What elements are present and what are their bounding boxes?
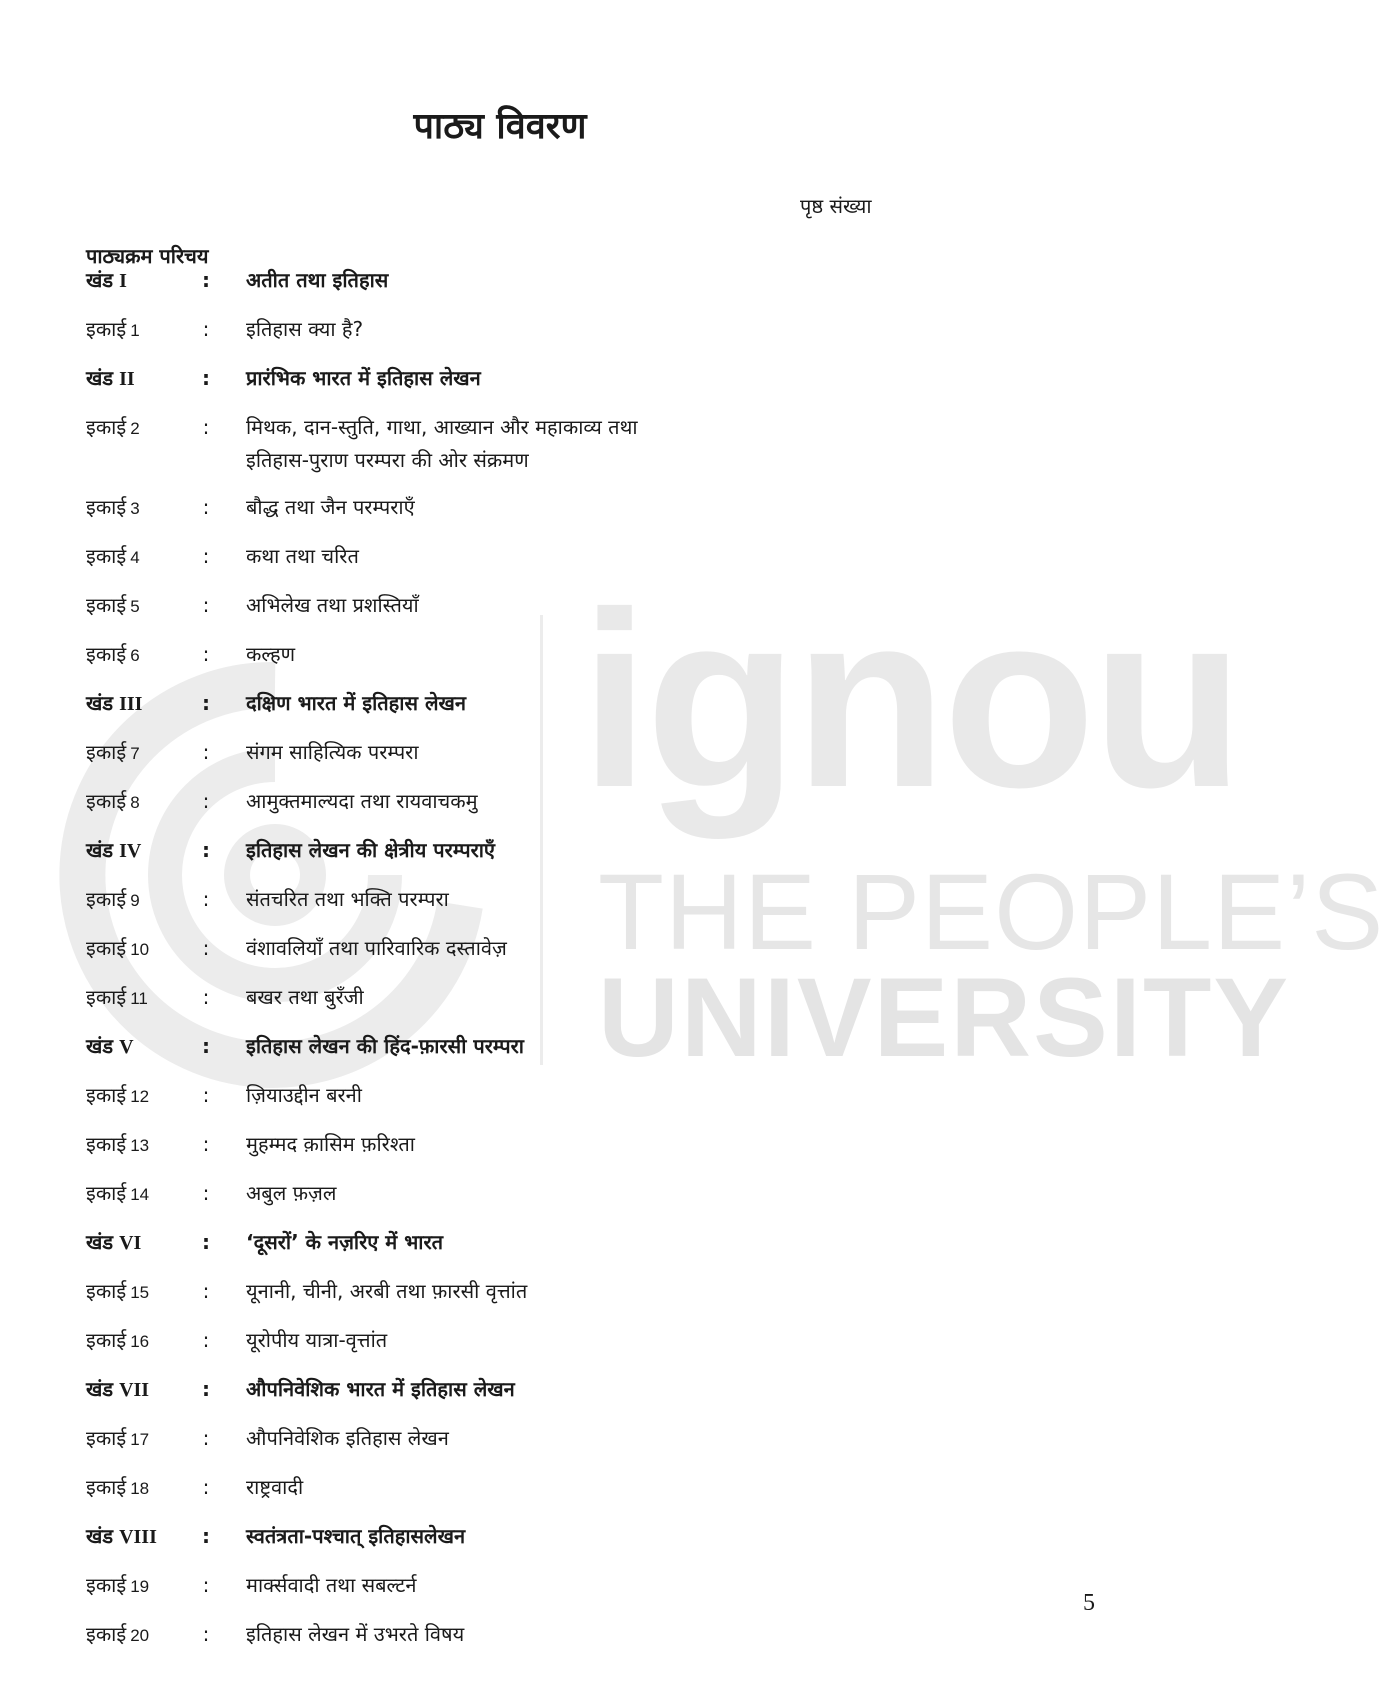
label-number: 9 — [130, 891, 140, 910]
unit-title — [246, 313, 846, 346]
label-number: VII — [119, 1379, 150, 1401]
title-line: अतीत तथा इतिहास — [246, 268, 389, 292]
unit-title — [246, 736, 846, 769]
label-number: 16 — [130, 1332, 150, 1351]
label-prefix: इकाई — [86, 593, 127, 617]
unit-label — [86, 1422, 196, 1456]
label-prefix: खंड — [86, 268, 114, 292]
watermark-line2: UNIVERSITY — [598, 955, 1291, 1080]
title-line: दक्षिण भारत में इतिहास लेखन — [246, 691, 466, 715]
block-title — [246, 1030, 846, 1063]
title-line: मिथक, दान-स्तुति, गाथा, आख्यान और महाकाव्य तथा — [246, 415, 638, 439]
unit-label — [86, 411, 196, 445]
unit-label — [86, 981, 196, 1015]
label-number: 12 — [130, 1087, 150, 1106]
unit-title — [246, 411, 846, 477]
separator-colon: : — [202, 1475, 210, 1499]
label-number: VIII — [119, 1526, 157, 1548]
separator-colon: : — [202, 936, 210, 960]
block-label — [86, 687, 196, 721]
separator-colon: : — [202, 1230, 210, 1254]
label-number: 3 — [130, 499, 140, 518]
separator-colon: : — [202, 366, 210, 390]
label-number: III — [119, 693, 143, 715]
unit-label — [86, 1618, 196, 1652]
title-line: वंशावलियाँ तथा पारिवारिक दस्तावेज़ — [246, 936, 507, 960]
unit-label — [86, 313, 196, 347]
unit-label — [86, 1275, 196, 1309]
label-prefix: इकाई — [86, 1475, 127, 1499]
title-line: अभिलेख तथा प्रशस्तियाँ — [246, 593, 419, 617]
separator-colon: : — [202, 268, 210, 292]
label-number: VI — [119, 1232, 142, 1254]
unit-title — [246, 1618, 846, 1651]
label-prefix: इकाई — [86, 1181, 127, 1205]
block-title — [246, 1520, 846, 1553]
separator-colon: : — [202, 495, 210, 519]
label-number: 14 — [130, 1185, 150, 1204]
title-line: इतिहास लेखन की हिंद-फ़ारसी परम्परा — [246, 1034, 524, 1058]
title-line: मार्क्सवादी तथा सबल्टर्न — [246, 1573, 417, 1597]
label-number: 7 — [130, 744, 140, 763]
separator-colon: : — [202, 1279, 210, 1303]
separator-colon: : — [202, 1377, 210, 1401]
label-prefix: खंड — [86, 691, 114, 715]
block-label — [86, 834, 196, 868]
page-number: 5 — [1083, 1590, 1095, 1616]
separator-colon: : — [202, 642, 210, 666]
unit-label — [86, 932, 196, 966]
block-title — [246, 1226, 846, 1259]
page-number-column-label: पृष्ठ संख्या — [800, 194, 872, 218]
block-label — [86, 362, 196, 396]
block-label — [86, 1226, 196, 1260]
block-title — [246, 834, 846, 867]
title-line: मुहम्मद क़ासिम फ़रिश्ता — [246, 1132, 415, 1156]
separator-colon: : — [202, 740, 210, 764]
title-line: प्रारंभिक भारत में इतिहास लेखन — [246, 366, 481, 390]
unit-title — [246, 491, 846, 524]
unit-title — [246, 638, 846, 671]
unit-label — [86, 638, 196, 672]
title-line: औपनिवेशिक भारत में इतिहास लेखन — [246, 1377, 515, 1401]
unit-title — [246, 589, 846, 622]
label-prefix: खंड — [86, 838, 114, 862]
label-prefix: खंड — [86, 1524, 114, 1548]
label-prefix: इकाई — [86, 1573, 127, 1597]
separator-colon: : — [202, 1524, 210, 1548]
label-prefix: खंड — [86, 1230, 114, 1254]
unit-title — [246, 1128, 846, 1161]
separator-colon: : — [202, 1426, 210, 1450]
label-prefix: इकाई — [86, 1132, 127, 1156]
block-title — [246, 687, 846, 720]
course-introduction-heading: पाठ्यक्रम परिचय — [86, 244, 209, 268]
block-title — [246, 362, 846, 395]
label-prefix: इकाई — [86, 985, 127, 1009]
unit-title — [246, 883, 846, 916]
label-number: I — [119, 270, 127, 292]
label-prefix: इकाई — [86, 415, 127, 439]
label-number: II — [119, 368, 135, 390]
separator-colon: : — [202, 1573, 210, 1597]
separator-colon: : — [202, 691, 210, 715]
unit-label — [86, 1569, 196, 1603]
label-number: V — [119, 1036, 134, 1058]
separator-colon: : — [202, 985, 210, 1009]
label-prefix: इकाई — [86, 495, 127, 519]
unit-title — [246, 1422, 846, 1455]
separator-colon: : — [202, 838, 210, 862]
label-prefix: खंड — [86, 366, 114, 390]
title-line: कल्हण — [246, 642, 296, 666]
title-line: इतिहास क्या है? — [246, 317, 364, 341]
label-prefix: इकाई — [86, 317, 127, 341]
block-label — [86, 1030, 196, 1064]
unit-label — [86, 491, 196, 525]
title-line: औपनिवेशिक इतिहास लेखन — [246, 1426, 449, 1450]
label-number: 11 — [130, 989, 148, 1008]
unit-title — [246, 1324, 846, 1357]
label-number: 19 — [130, 1577, 150, 1596]
unit-title — [246, 540, 846, 573]
title-line: राष्ट्रवादी — [246, 1475, 304, 1499]
separator-colon: : — [202, 789, 210, 813]
separator-colon: : — [202, 1181, 210, 1205]
title-line: स्वतंत्रता-पश्चात् इतिहासलेखन — [246, 1524, 466, 1548]
label-prefix: इकाई — [86, 936, 127, 960]
unit-title — [246, 932, 846, 965]
separator-colon: : — [202, 593, 210, 617]
watermark-line1: THE PEOPLE’S — [598, 851, 1384, 972]
watermark-brand: ignou — [580, 560, 1241, 839]
label-number: 8 — [130, 793, 140, 812]
label-number: 13 — [130, 1136, 150, 1155]
block-label — [86, 1520, 196, 1554]
unit-label — [86, 1324, 196, 1358]
separator-colon: : — [202, 1132, 210, 1156]
unit-title — [246, 1569, 846, 1602]
label-prefix: खंड — [86, 1034, 114, 1058]
separator-colon: : — [202, 1083, 210, 1107]
separator-colon: : — [202, 415, 210, 439]
label-number: 10 — [130, 940, 150, 959]
unit-label — [86, 589, 196, 623]
title-line: ‘दूसरों’ के नज़रिए में भारत — [246, 1230, 444, 1254]
unit-title — [246, 1177, 846, 1210]
title-line: ज़ियाउद्दीन बरनी — [246, 1083, 362, 1107]
label-number: 6 — [130, 646, 140, 665]
unit-label — [86, 540, 196, 574]
label-prefix: इकाई — [86, 1083, 127, 1107]
label-number: IV — [119, 840, 142, 862]
unit-label — [86, 1471, 196, 1505]
unit-label — [86, 883, 196, 917]
label-prefix: इकाई — [86, 1279, 127, 1303]
label-prefix: इकाई — [86, 1622, 127, 1646]
title-line: इतिहास-पुराण परम्परा की ओर संक्रमण — [246, 448, 529, 472]
unit-title — [246, 1471, 846, 1504]
title-line: अबुल फ़ज़ल — [246, 1181, 337, 1205]
label-number: 15 — [130, 1283, 150, 1302]
title-line: कथा तथा चरित — [246, 544, 359, 568]
block-label — [86, 1373, 196, 1407]
block-title — [246, 1373, 846, 1406]
title-line: इतिहास लेखन की क्षेत्रीय परम्पराएँ — [246, 838, 495, 862]
label-prefix: इकाई — [86, 1328, 127, 1352]
block-title — [246, 264, 846, 297]
separator-colon: : — [202, 887, 210, 911]
title-line: बौद्ध तथा जैन परम्पराएँ — [246, 495, 415, 519]
separator-colon: : — [202, 1622, 210, 1646]
unit-label — [86, 1128, 196, 1162]
title-line: यूरोपीय यात्रा-वृत्तांत — [246, 1328, 388, 1352]
label-number: 1 — [130, 321, 140, 340]
title-line: संगम साहित्यिक परम्परा — [246, 740, 419, 764]
label-number: 20 — [130, 1626, 150, 1645]
title-line: आमुक्तमाल्यदा तथा रायवाचकमु — [246, 789, 478, 813]
block-label — [86, 264, 196, 298]
unit-title — [246, 981, 846, 1014]
label-prefix: इकाई — [86, 887, 127, 911]
unit-title — [246, 1275, 846, 1308]
label-prefix: इकाई — [86, 740, 127, 764]
label-number: 5 — [130, 597, 140, 616]
separator-colon: : — [202, 1328, 210, 1352]
title-line: इतिहास लेखन में उभरते विषय — [246, 1622, 465, 1646]
label-number: 2 — [130, 419, 140, 438]
separator-colon: : — [202, 544, 210, 568]
label-number: 17 — [130, 1430, 150, 1449]
title-line: संतचरित तथा भक्ति परम्परा — [246, 887, 449, 911]
title-line: बखर तथा बुरँजी — [246, 985, 364, 1009]
label-prefix: खंड — [86, 1377, 114, 1401]
title-line: यूनानी, चीनी, अरबी तथा फ़ारसी वृत्तांत — [246, 1279, 528, 1303]
unit-label — [86, 785, 196, 819]
unit-label — [86, 1079, 196, 1113]
unit-label — [86, 736, 196, 770]
label-number: 4 — [130, 548, 140, 567]
label-prefix: इकाई — [86, 544, 127, 568]
label-prefix: इकाई — [86, 789, 127, 813]
unit-title — [246, 1079, 846, 1112]
separator-colon: : — [202, 317, 210, 341]
separator-colon: : — [202, 1034, 210, 1058]
label-prefix: इकाई — [86, 642, 127, 666]
page-title: पाठ्य विवरण — [413, 106, 587, 147]
label-number: 18 — [130, 1479, 150, 1498]
label-prefix: इकाई — [86, 1426, 127, 1450]
unit-title — [246, 785, 846, 818]
unit-label — [86, 1177, 196, 1211]
